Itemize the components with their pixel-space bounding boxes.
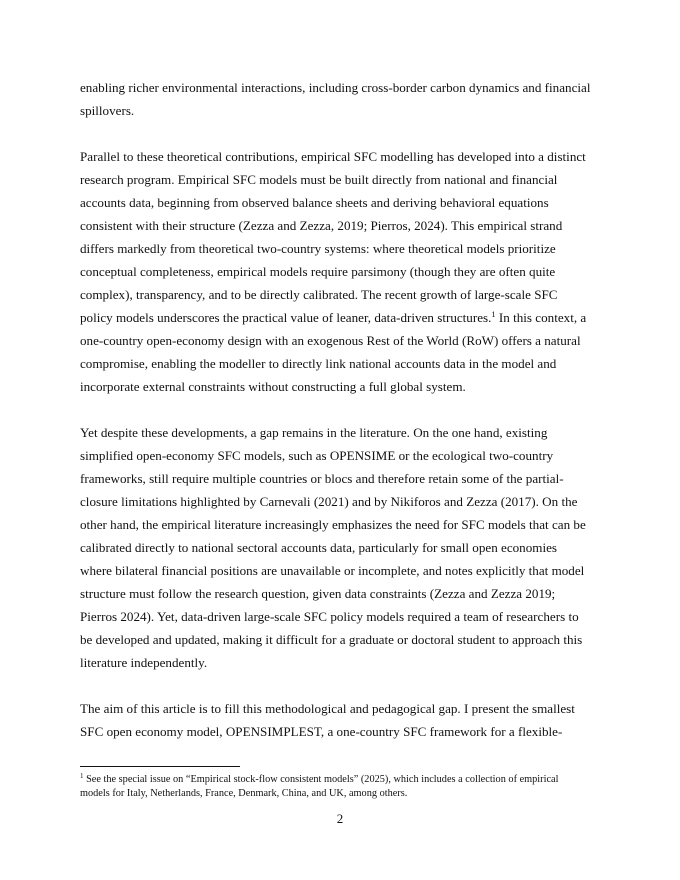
paragraph-2-line-11: incorporate external constraints without constructing a full global system. — [80, 379, 466, 394]
paragraph-2-line-1: Parallel to these theoretical contributions, empirical SFC modelling has developed into a distinct — [80, 149, 586, 164]
footnote-line-1 — [80, 773, 558, 786]
paragraph-2-line-4: consistent with their structure (Zezza and Zezza, 2019; Pierros, 2024). This empirical strand — [80, 218, 563, 233]
paragraph-2-line-7: complex), transparency, and to be directly calibrated. The recent growth of large-scale SFC — [80, 287, 558, 302]
paragraph-2-line-8 — [80, 310, 586, 326]
footnote-context-text-after: In this context, a — [495, 310, 587, 325]
paragraph-3-line-8: structure must follow the research question, given data constraints (Zezza and Zezza 2019; — [80, 586, 556, 601]
footnote-reference-marker[interactable]: 1 — [491, 309, 496, 319]
paragraph-3-line-5: other hand, the empirical literature increasingly emphasizes the need for SFC models that can be — [80, 517, 586, 532]
paragraph-4-line-2: SFC open economy model, OPENSIMPLEST, a one-country SFC framework for a flexible- — [80, 724, 563, 739]
paragraph-3-line-10: be developed and updated, making it difficult for a graduate or doctoral student to approach this — [80, 632, 583, 647]
footnote-separator — [80, 766, 240, 767]
paragraph-2-line-5: differs markedly from theoretical two-country systems: where theoretical models prioritize — [80, 241, 556, 256]
paragraph-1-line-2: spillovers. — [80, 103, 135, 118]
paragraph-2-line-10: compromise, enabling the modeller to directly link national accounts data in the model and — [80, 356, 557, 371]
paragraph-2-line-9: one-country open-economy design with an exogenous Rest of the World (RoW) offers a natural — [80, 333, 581, 348]
footnote-text-1: See the special issue on “Empirical stock-flow consistent models” (2025), which includes a collection of empirical — [83, 774, 559, 785]
paragraph-2-line-6: conceptual completeness, empirical models require parsimony (though they are often quite — [80, 264, 556, 279]
paragraph-3-line-9: Pierros 2024). Yet, data-driven large-scale SFC policy models required a team of researchers to — [80, 609, 579, 624]
page-number: 2 — [336, 811, 344, 826]
paragraph-3-line-11: literature independently. — [80, 655, 208, 670]
footnote-line-2: models for Italy, Netherlands, France, Denmark, China, and UK, among others. — [80, 788, 408, 799]
footnote-context-text: policy models underscores the practical value of leaner, data-driven structures. — [80, 310, 492, 325]
paragraph-2-line-3: accounts data, beginning from observed balance sheets and deriving behavioral equations — [80, 195, 549, 210]
paragraph-2-line-2: research program. Empirical SFC models must be built directly from national and financial — [80, 172, 558, 187]
paragraph-3-line-7: where bilateral financial positions are unavailable or incomplete, and notes explicitly that model — [80, 563, 585, 578]
paragraph-4-line-1: The aim of this article is to fill this methodological and pedagogical gap. I present the smallest — [80, 701, 575, 716]
paragraph-3-line-4: closure limitations highlighted by Carnevali (2021) and by Nikiforos and Zezza (2017). On the — [80, 494, 578, 509]
footnote-marker: 1 — [80, 772, 84, 780]
paragraph-3-line-6: calibrated directly to national sectoral accounts data, particularly for small open economies — [80, 540, 558, 555]
paragraph-1-line-1: enabling richer environmental interactions, including cross-border carbon dynamics and financial — [80, 80, 591, 95]
paragraph-3-line-3: frameworks, still require multiple countries or blocs and therefore retain some of the partial- — [80, 471, 564, 486]
paragraph-3-line-1: Yet despite these developments, a gap remains in the literature. On the one hand, existing — [80, 425, 548, 440]
paragraph-3-line-2: simplified open-economy SFC models, such as OPENSIME or the ecological two-country — [80, 448, 554, 463]
